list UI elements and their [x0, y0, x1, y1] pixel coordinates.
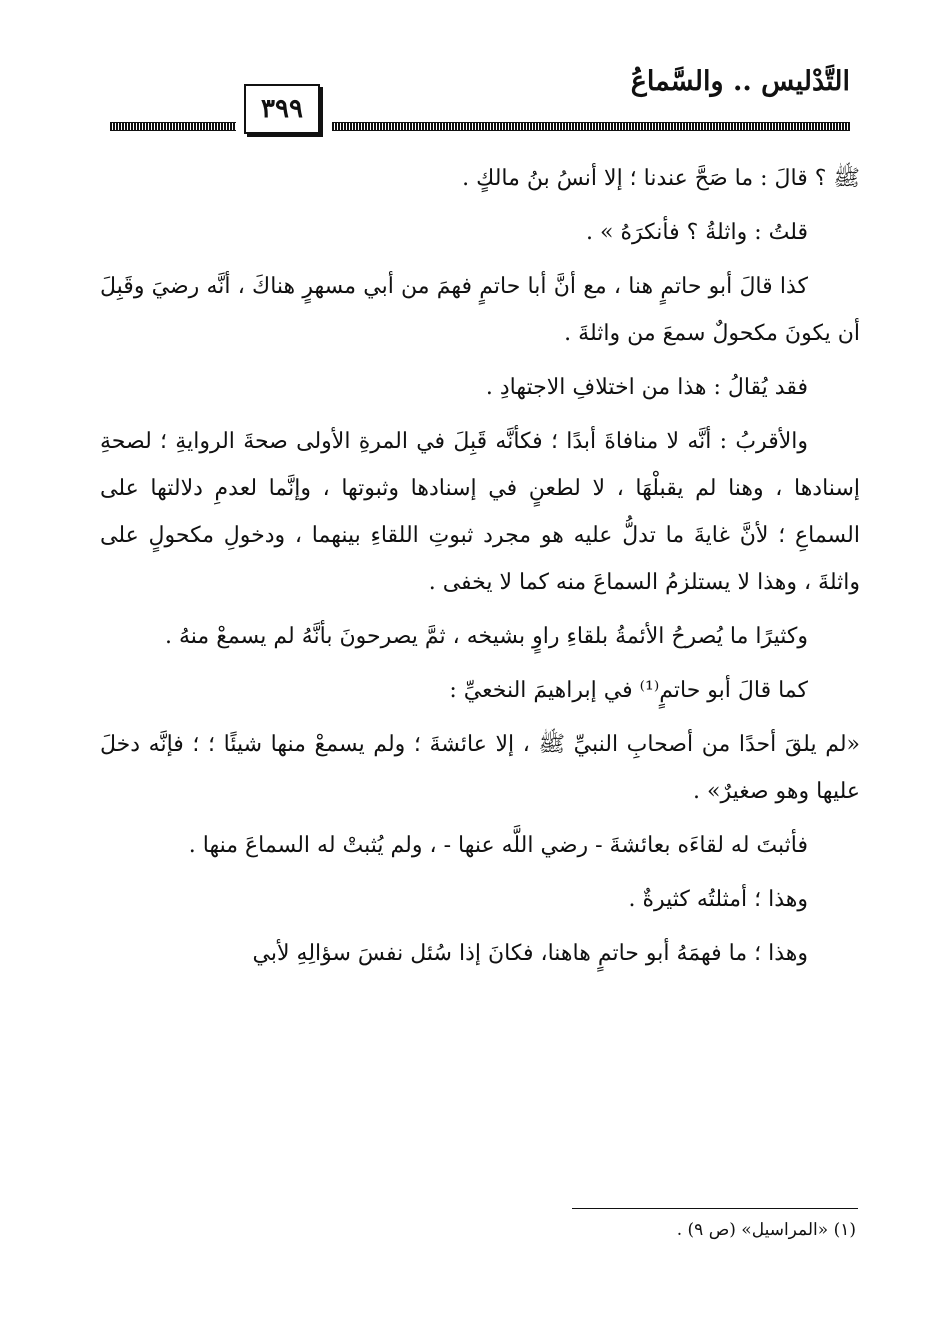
paragraph: فأثبتَ له لقاءَه بعائشةَ - رضي اللَّه عنها - ، ولم يُثبتْ له السماعَ منها .: [188, 833, 808, 858]
page-number: ٣٩٩: [244, 84, 320, 134]
header-rule-left: [110, 122, 236, 131]
page-header: [110, 60, 850, 140]
header-rule-right: [332, 122, 850, 131]
running-title: التَّدْليس .. والسَّماعُ: [630, 66, 850, 97]
paragraph: ﷺ ؟ قالَ : ما صَحَّ عندنا ؛ إلا أنسُ بنُ مالكٍ .: [462, 166, 860, 191]
paragraph: فقد يُقالُ : هذا من اختلافِ الاجتهادِ .: [485, 375, 808, 400]
paragraph: كما قالَ أبو حاتمٍ⁽¹⁾ في إبراهيمَ النخعيِّ :: [449, 678, 808, 703]
footnote: (١) «المراسيل» (ص ٩) .: [676, 1220, 856, 1240]
paragraph: وكثيرًا ما يُصرحُ الأئمةُ بلقاءِ راوٍ بشيخه ، ثمَّ يصرحونَ بأنَّهُ لم يسمعْ منهُ .: [165, 624, 808, 649]
paragraph: والأقربُ : أنَّه لا منافاةَ أبدًا ؛ فكأنَّه قَبِلَ في المرةِ الأولى صحةَ الروايةِ ؛ لصحةِ إسنادها ، وهنا لم يقبلْهَا ، لا لطعنٍ في إسنادها وثبوتها ، وإنَّما لعدمِ دلالتها على السماعِ ؛ لأنَّ غايةَ ما تدلُّ عليه هو مجرد ثبوتِ اللقاءِ بينهما ، ودخولِ مكحولٍ على واثلةَ ، وهذا لا يستلزمُ السماعَ منه كما لا يخفى .: [100, 429, 860, 595]
paragraph: وهذا ؛ ما فهمَهُ أبو حاتمٍ هاهنا، فكانَ إذا سُئل نفسَ سؤالِهِ لأبي: [252, 941, 808, 966]
paragraph: «لم يلقَ أحدًا من أصحابِ النبيِّ ﷺ ، إلا عائشةَ ؛ ولم يسمعْ منها شيئًا ؛ ؛ فإنَّه دخلَ عليها وهو صغيرٌ» .: [100, 732, 860, 804]
footnote-divider: [572, 1208, 858, 1209]
paragraph: كذا قالَ أبو حاتمٍ هنا ، مع أنَّ أبا حاتمٍ فهمَ من أبي مسهرٍ هناكَ ، أنَّه رضيَ وقَبِلَ أن يكونَ مكحولٌ سمعَ من واثلةَ .: [100, 274, 860, 346]
paragraph: وهذا ؛ أمثلتُه كثيرةٌ .: [628, 887, 808, 912]
paragraph: قلتُ : واثلةُ ؟ فأنكرَهُ » .: [586, 220, 808, 245]
body-text: [100, 155, 860, 984]
